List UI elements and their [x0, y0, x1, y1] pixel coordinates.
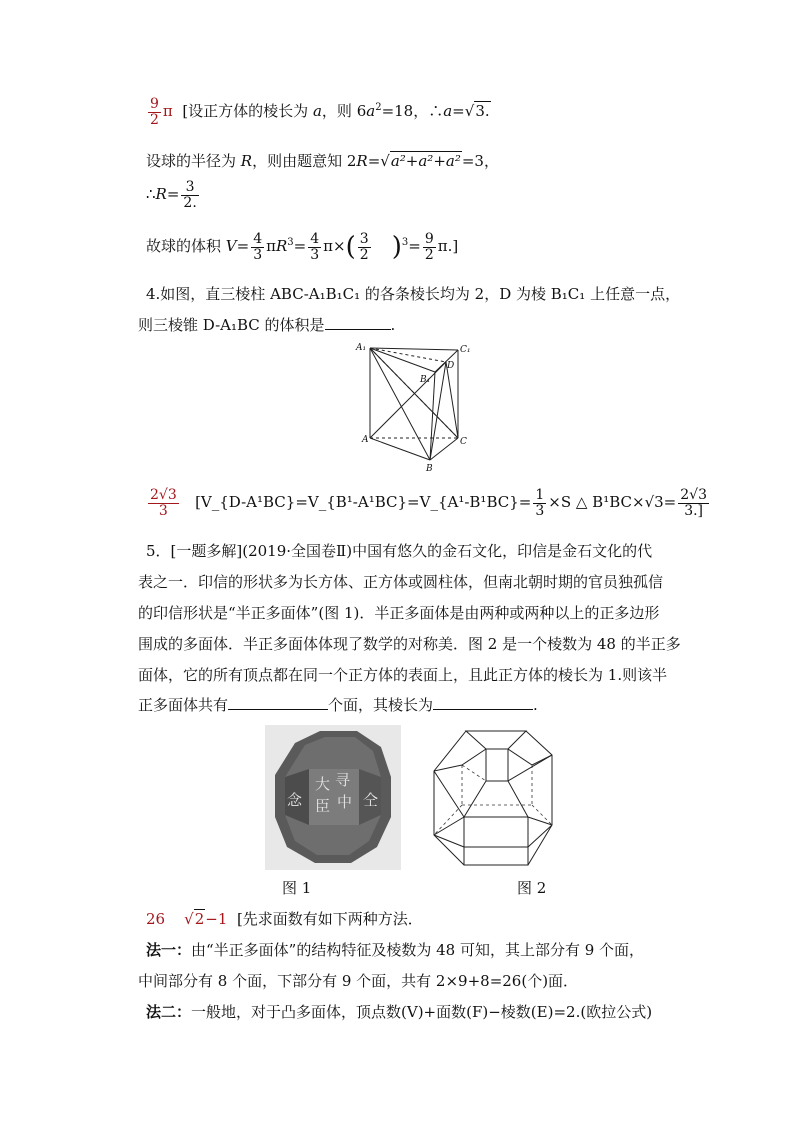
answer3-pi: π	[162, 102, 173, 121]
q4-line2: 则三棱锥 D-A₁BC 的体积是 .	[138, 316, 396, 334]
q5-line6: 正多面体共有 个面，其棱长为 .	[138, 696, 538, 714]
q5-edge-blank	[433, 695, 533, 710]
q5-line5: 面体，它的所有顶点都在同一个正方体的表面上，且此正方体的棱长为 1.则该半	[138, 666, 668, 684]
polyhedron-figure	[428, 725, 568, 870]
label-b: B	[426, 464, 433, 474]
method1-line2: 中间部分有 8 个面，下部分有 9 个面，共有 2×9+8=26(个)面．	[138, 972, 579, 990]
answer5-faces: 26	[146, 910, 166, 928]
answer5-line: 26 √2−1 [先求面数有如下两种方法．	[146, 910, 423, 928]
label-b1: B₁	[420, 375, 431, 385]
label-c1: C₁	[460, 345, 471, 355]
prism-figure	[350, 338, 480, 478]
answer3-line1: $\frac{9}{2}$ π [设正方体的棱长为 a，则 $6a^2=18$，∴a=√3.	[150, 96, 490, 128]
q5-line4: 围成的多面体．半正多面体体现了数学的对称美．图 2 是一个棱数为 48 的半正多	[138, 635, 681, 653]
q5-line1: 5．[一题多解](2019·全国卷Ⅱ)中国有悠久的金石文化，印信是金石文化的代	[146, 542, 653, 560]
label-a: A	[362, 435, 369, 445]
seal-char-2: 寻	[335, 771, 351, 789]
fig2-caption: 图 2	[517, 879, 547, 897]
answer3-fraction: $\frac{9}{2}$	[150, 96, 159, 128]
label-a1: A₁	[356, 343, 367, 353]
seal-char-4: 念	[287, 791, 303, 809]
seal-char-5: 臣	[315, 797, 331, 815]
answer3-line2: 设球的半径为 R，则由题意知 2R=√a²+a²+a²=3，	[146, 152, 499, 170]
q5-line2: 表之一．印信的形状多为长方体、正方体或圆柱体，但南北朝时期的官员独孤信	[138, 573, 664, 591]
seal-char-6: 仝	[363, 791, 379, 809]
q4-line1: 4.如图，直三棱柱 ABC-A₁B₁C₁ 的各条棱长均为 2，D 为棱 B₁C₁ 上任意一点，	[146, 285, 681, 303]
seal-char-3: 中	[337, 793, 353, 811]
answer3-line3: ∴R= $\frac{3}{2.}$	[146, 179, 197, 211]
answer4-fraction: $\frac{2√3}{3}$	[150, 487, 177, 519]
seal-photo	[265, 725, 401, 870]
method1-line1: 法一：由“半正多面体”的结构特征及棱数为 48 可知，其上部分有 9 个面，	[146, 941, 645, 959]
seal-char-1: 大	[315, 775, 331, 793]
answer4-line: $\frac{2√3}{3}$ [V_{D-A¹BC}=V_{B¹-A¹BC}=V_{A¹-B¹BC}= $\frac{1}{3}$ ×S △ B¹BC×√3= $\frac{2√3}{3.]}$	[150, 487, 707, 519]
answer3-line4: 故球的体积 V= $\frac{4}{3}$ $\pi R^3=$ $\frac{4}{3}$ π×( $\frac{3}{2}$ )$^3$= $\frac{9}{2}$ π.]	[146, 231, 459, 263]
q5-faces-blank	[228, 695, 328, 710]
q5-line3: 的印信形状是“半正多面体”(图 1)．半正多面体是由两种或两种以上的正多边形	[138, 604, 660, 622]
label-c: C	[460, 437, 467, 447]
fig1-caption: 图 1	[282, 879, 312, 897]
q4-answer-blank	[325, 315, 391, 330]
label-d: D	[447, 361, 455, 371]
method2-line1: 法二：一般地，对于凸多面体，顶点数(V)+面数(F)−棱数(E)=2.(欧拉公式)	[146, 1003, 653, 1021]
